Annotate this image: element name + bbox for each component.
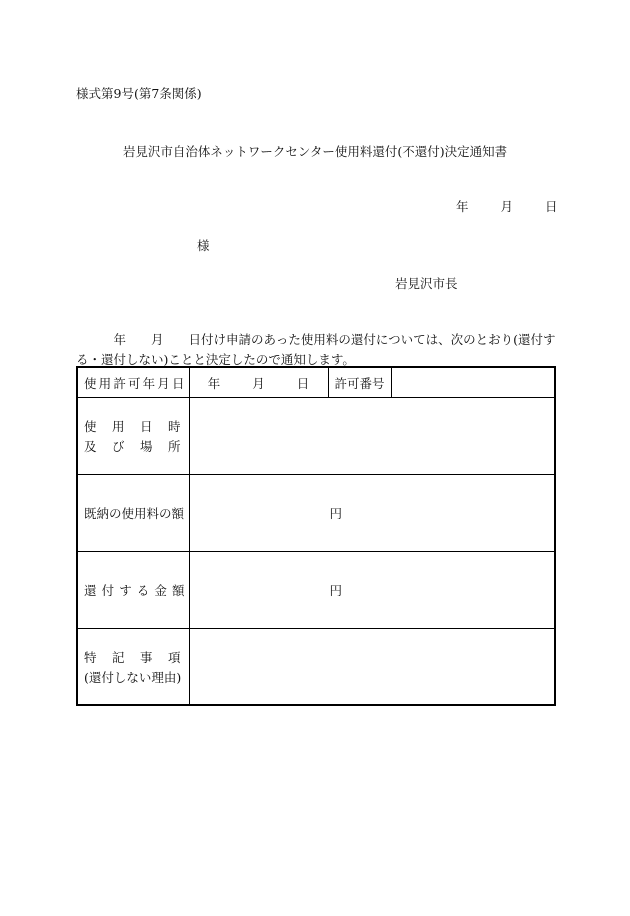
notes-row: [77, 629, 555, 706]
permit-number-label: 許可番号: [328, 367, 391, 398]
use-place-label-char: 所: [167, 439, 181, 454]
use-datetime-label-char: 時: [167, 419, 181, 434]
permit-date-label-char: 年: [142, 375, 156, 391]
paid-fee-label: 既納の使用料の額: [77, 475, 189, 552]
use-datetime-value[interactable]: [189, 398, 555, 475]
form-number: 様式第9号(第7条関係): [76, 86, 202, 101]
notes-value[interactable]: [189, 629, 555, 706]
notes-label-char: 項: [167, 649, 181, 665]
addressee-honorific: 様: [197, 238, 210, 253]
permit-date-label-char: 日: [171, 375, 185, 391]
refund-amount-unit: 円: [329, 583, 343, 598]
permit-date-value[interactable]: [189, 367, 328, 398]
permit-date-label-char: 使: [84, 375, 97, 391]
permit-date-label: [77, 367, 189, 398]
permit-number-value[interactable]: [391, 367, 555, 398]
permit-date-label-char: 許: [113, 375, 126, 391]
use-datetime-row: [77, 398, 555, 475]
refund-amount-row: [77, 552, 555, 629]
notes-label-char: 記: [111, 649, 125, 665]
refund-amount-label-char: る: [136, 583, 150, 598]
use-place-label-char: び: [111, 439, 125, 454]
permit-date-label-char: 用: [98, 375, 112, 391]
permit-day-label: 日: [296, 375, 310, 391]
refund-amount-label-char: す: [119, 583, 132, 598]
use-datetime-label: [77, 398, 189, 475]
body-paragraph: [76, 330, 556, 370]
refund-amount-label: [77, 552, 189, 629]
notes-label-char: 特: [84, 649, 97, 665]
permit-date-label-char: 月: [157, 375, 170, 391]
use-datetime-label-char: 用: [111, 419, 125, 434]
document-title: 岩見沢市自治体ネットワークセンター使用料還付(不還付)決定通知書: [122, 144, 508, 159]
permit-date-row: [77, 367, 555, 398]
paid-fee-unit: 円: [329, 506, 343, 521]
permit-year-label: 年: [207, 375, 221, 391]
permit-date-label-char: 可: [127, 375, 141, 391]
permit-month-label: 月: [252, 375, 265, 391]
body-line-2: る・還付しない)ことと決定したので通知します。: [76, 352, 355, 367]
notes-label: [77, 629, 189, 706]
notification-form-table: [76, 366, 556, 706]
date-month-label: 月: [500, 199, 513, 214]
body-line-1: 年 月 日付け申請のあった使用料の還付については、次のとおり(還付す: [76, 332, 556, 347]
use-datetime-label-char: 使: [84, 419, 97, 434]
refund-amount-label-char: 付: [101, 583, 115, 598]
notes-label-char: 事: [139, 649, 153, 665]
issuer-name: 岩見沢市長: [395, 276, 458, 291]
refund-amount-label-char: 還: [84, 583, 97, 598]
use-datetime-label-char: 日: [139, 419, 153, 434]
notes-label-reason: (還付しない理由): [84, 669, 182, 685]
date-day-label: 日: [544, 199, 558, 214]
use-place-label-char: 及: [84, 439, 97, 454]
refund-amount-value[interactable]: [189, 552, 555, 629]
refund-amount-label-char: 金: [154, 583, 167, 598]
paid-fee-value[interactable]: [189, 475, 555, 552]
date-year-label: 年: [456, 199, 469, 214]
refund-amount-label-char: 額: [171, 583, 185, 598]
paid-fee-row: [77, 475, 555, 552]
issue-date: [456, 197, 557, 215]
use-place-label-char: 場: [139, 439, 153, 454]
